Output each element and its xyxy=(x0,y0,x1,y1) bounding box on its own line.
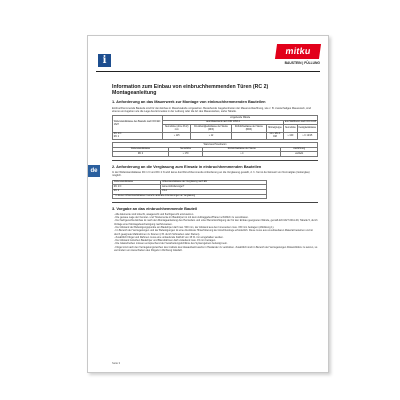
list-item: - Der Abstand der Befestigungspunkte am Baukörper darf max. 500 mm, der Abstand aus den Innenecken max. 150 mm betragen (Abbildung 1). xyxy=(114,225,275,229)
page-number: Seite 3 xyxy=(112,362,121,365)
document-content xyxy=(112,84,318,252)
table-cell: P4 A xyxy=(161,190,266,195)
table-cell: RC 2 N xyxy=(113,185,161,190)
document-subtitle: Montageanleitung xyxy=(112,90,157,97)
table-cell xyxy=(231,132,266,139)
section-divider xyxy=(112,160,318,161)
table-cell: ≥ 4 xyxy=(203,152,281,157)
list-item: - Alle Elemente sind lotrecht, waagerecht und fluchtgerecht einzusetzen. xyxy=(114,212,194,216)
table-note: * In diesen Widerstandsklassen besteht nationale Anforderungen an Verglasung xyxy=(113,194,267,199)
table-header-cell: Druckfestigkeitsklasse der Steine (DFK) xyxy=(191,125,232,132)
table-header-cell: umgebende Wände xyxy=(163,116,318,121)
list-item: - Im Bereich der Verriegelungen und der Befestigungen ist eine druckfeste Hinterfütterung der Anschlussfuge erforderlich. Diese muss aus unverbaubaren Material bestehen und ist durch geeignete Maßnahmen zu fixieren (z.B. durch Schrauben oder Kleben). xyxy=(114,229,313,236)
document-title: Information zum Einbau von einbruchhemmenden Türen (RC 2) xyxy=(112,84,269,90)
section-1-intro: Einbruchhemmende Bauteile sind für den Einbau in Massivwände vorgesehen. Bestehende Gegebenheiten der Mauerverbauffnung, wie z. B. zweischaliges Mauerwerk, sind ebenso einzugeben wie die Lage des Einmedes in der Leibung oder die Art des Mauerwerkes, siehe Tabelle. xyxy=(112,106,311,113)
table-cell: keine Anforderungen* xyxy=(161,185,266,190)
table-header-cell: Widerstandsklasse der Verglasung nach EN xyxy=(161,180,266,185)
table-cell: ≥ 115 xyxy=(163,132,191,139)
table-header-cell: Nenndicke xyxy=(168,147,202,152)
table-header-cell: Nenndicke (ohne Putz) mm xyxy=(163,125,191,132)
wall-requirements-table xyxy=(112,115,318,140)
table-cell: ≥ 100 xyxy=(284,132,298,139)
table-header-cell: Nenndicke xyxy=(284,125,298,132)
table-header-cell: Ausführung xyxy=(281,147,318,152)
table-header-cell: aus Stahlbeton nach DIN 1045 xyxy=(284,121,317,124)
table-cell: ≥ C 12/15 xyxy=(297,132,317,139)
info-icon: i xyxy=(98,54,111,67)
table-header-cell: Wand aus Porenbeton xyxy=(113,143,318,148)
language-tab[interactable]: de xyxy=(88,165,100,177)
table-cell: ≥ 12 xyxy=(191,132,232,139)
table-row xyxy=(113,152,318,157)
brand-logo: mitku xyxy=(275,44,321,59)
requirements-list xyxy=(112,213,318,253)
section-3-heading: 3. Vorgabe an das einbruchhemmende Bauteil xyxy=(112,206,198,212)
table-header-cell: Widerstandsklasse des Bauteils nach DIN EN 1627 xyxy=(113,116,163,133)
table-header-cell: Festigkeitsklasse xyxy=(297,125,317,132)
glazing-table xyxy=(112,180,267,199)
table-cell: verklebt xyxy=(281,152,318,157)
document-page xyxy=(87,35,329,373)
table-header-cell: Widerstandsklasse xyxy=(113,147,169,152)
list-item: - Der fachgerechte Einbau ist nach den Montageanleitung des Herstellers und unter Berücksichtigung der für den Einbau geeigneten Wände, gemäß EN 1627:2011-09, Tabelle 5, durch Vorlage einer Montagebescheinigung nachzuweisen. xyxy=(114,219,318,226)
brand-subtitle: BAUSTEIN | FÜLLUNG xyxy=(284,61,320,65)
table-cell: RC 2 xyxy=(113,190,161,195)
aerated-concrete-table xyxy=(112,142,318,157)
list-item: - Die Glasscheiben müssen entsprechend der Verarbeitungsrichtlinie des Systemgebers befestigt sein. xyxy=(114,242,228,246)
section-2-heading: 2. Anforderung an die Verglasung zum Einsatz in einbruchhemmenden Bauteilen xyxy=(112,163,262,169)
list-item: - Der Abstand zwischen Baukörper und Blendrahmen darf umlaufend max. 15 mm betragen. xyxy=(114,239,216,243)
table-header-cell: Rohdichteklasse der Steine (RDK) xyxy=(231,125,266,132)
table-cell: min. MG II DM xyxy=(266,132,283,139)
list-item: - Flügel sind nach den Verriegelungszeichen des Instituts des Glasaufsatz/-werks in Haslander zu verklotzen. Zusätzlich sind im Bereich der Verriegelungen Distanzklötze zu setzen, so vermindern ein Ausschieben des Flügels in Richtung Glasfalz. xyxy=(114,245,318,253)
table-header-cell: Mörtelgruppe xyxy=(266,125,283,132)
section-2-intro: In der Widerstandsklasse RC 1 N und RC 2 N wird keine durchbruchhemmende Anforderung an die Verglasung gestellt, d. h. frei ist der Einsatz von Normalglas (Isolierglas) möglich. xyxy=(112,171,310,178)
section-1-heading: 1. Anforderung an das Mauerwerk zur Montage von einbruchhemmenden Bauteilen xyxy=(112,99,266,105)
table-cell: ≥ 170 xyxy=(168,152,202,157)
table-cell: RC 2 xyxy=(113,152,169,157)
list-item: - Die genaue Lage der Fenster- und Türelemente im Baukörper ist mit dem Auftraggeber/Planer schriftlich zu vereinbaren. xyxy=(114,216,249,220)
header-rule xyxy=(96,71,320,72)
table-header-cell: aus Mauerwerk nach DIN 1053-1 xyxy=(163,120,284,125)
list-item: - Zusätzlich Flügel und Rahmen muss eine umlaufende Falzluft von 15 ±1 mm eingehalten werden. xyxy=(114,235,224,239)
section-divider xyxy=(112,202,318,203)
table-header-cell: Widerstandsklasse xyxy=(113,180,161,185)
table-header-cell: Rohdichteklasse der Steine xyxy=(203,147,281,152)
table-row xyxy=(113,132,318,139)
table-cell: RC 2 N RC 2 xyxy=(113,132,163,139)
